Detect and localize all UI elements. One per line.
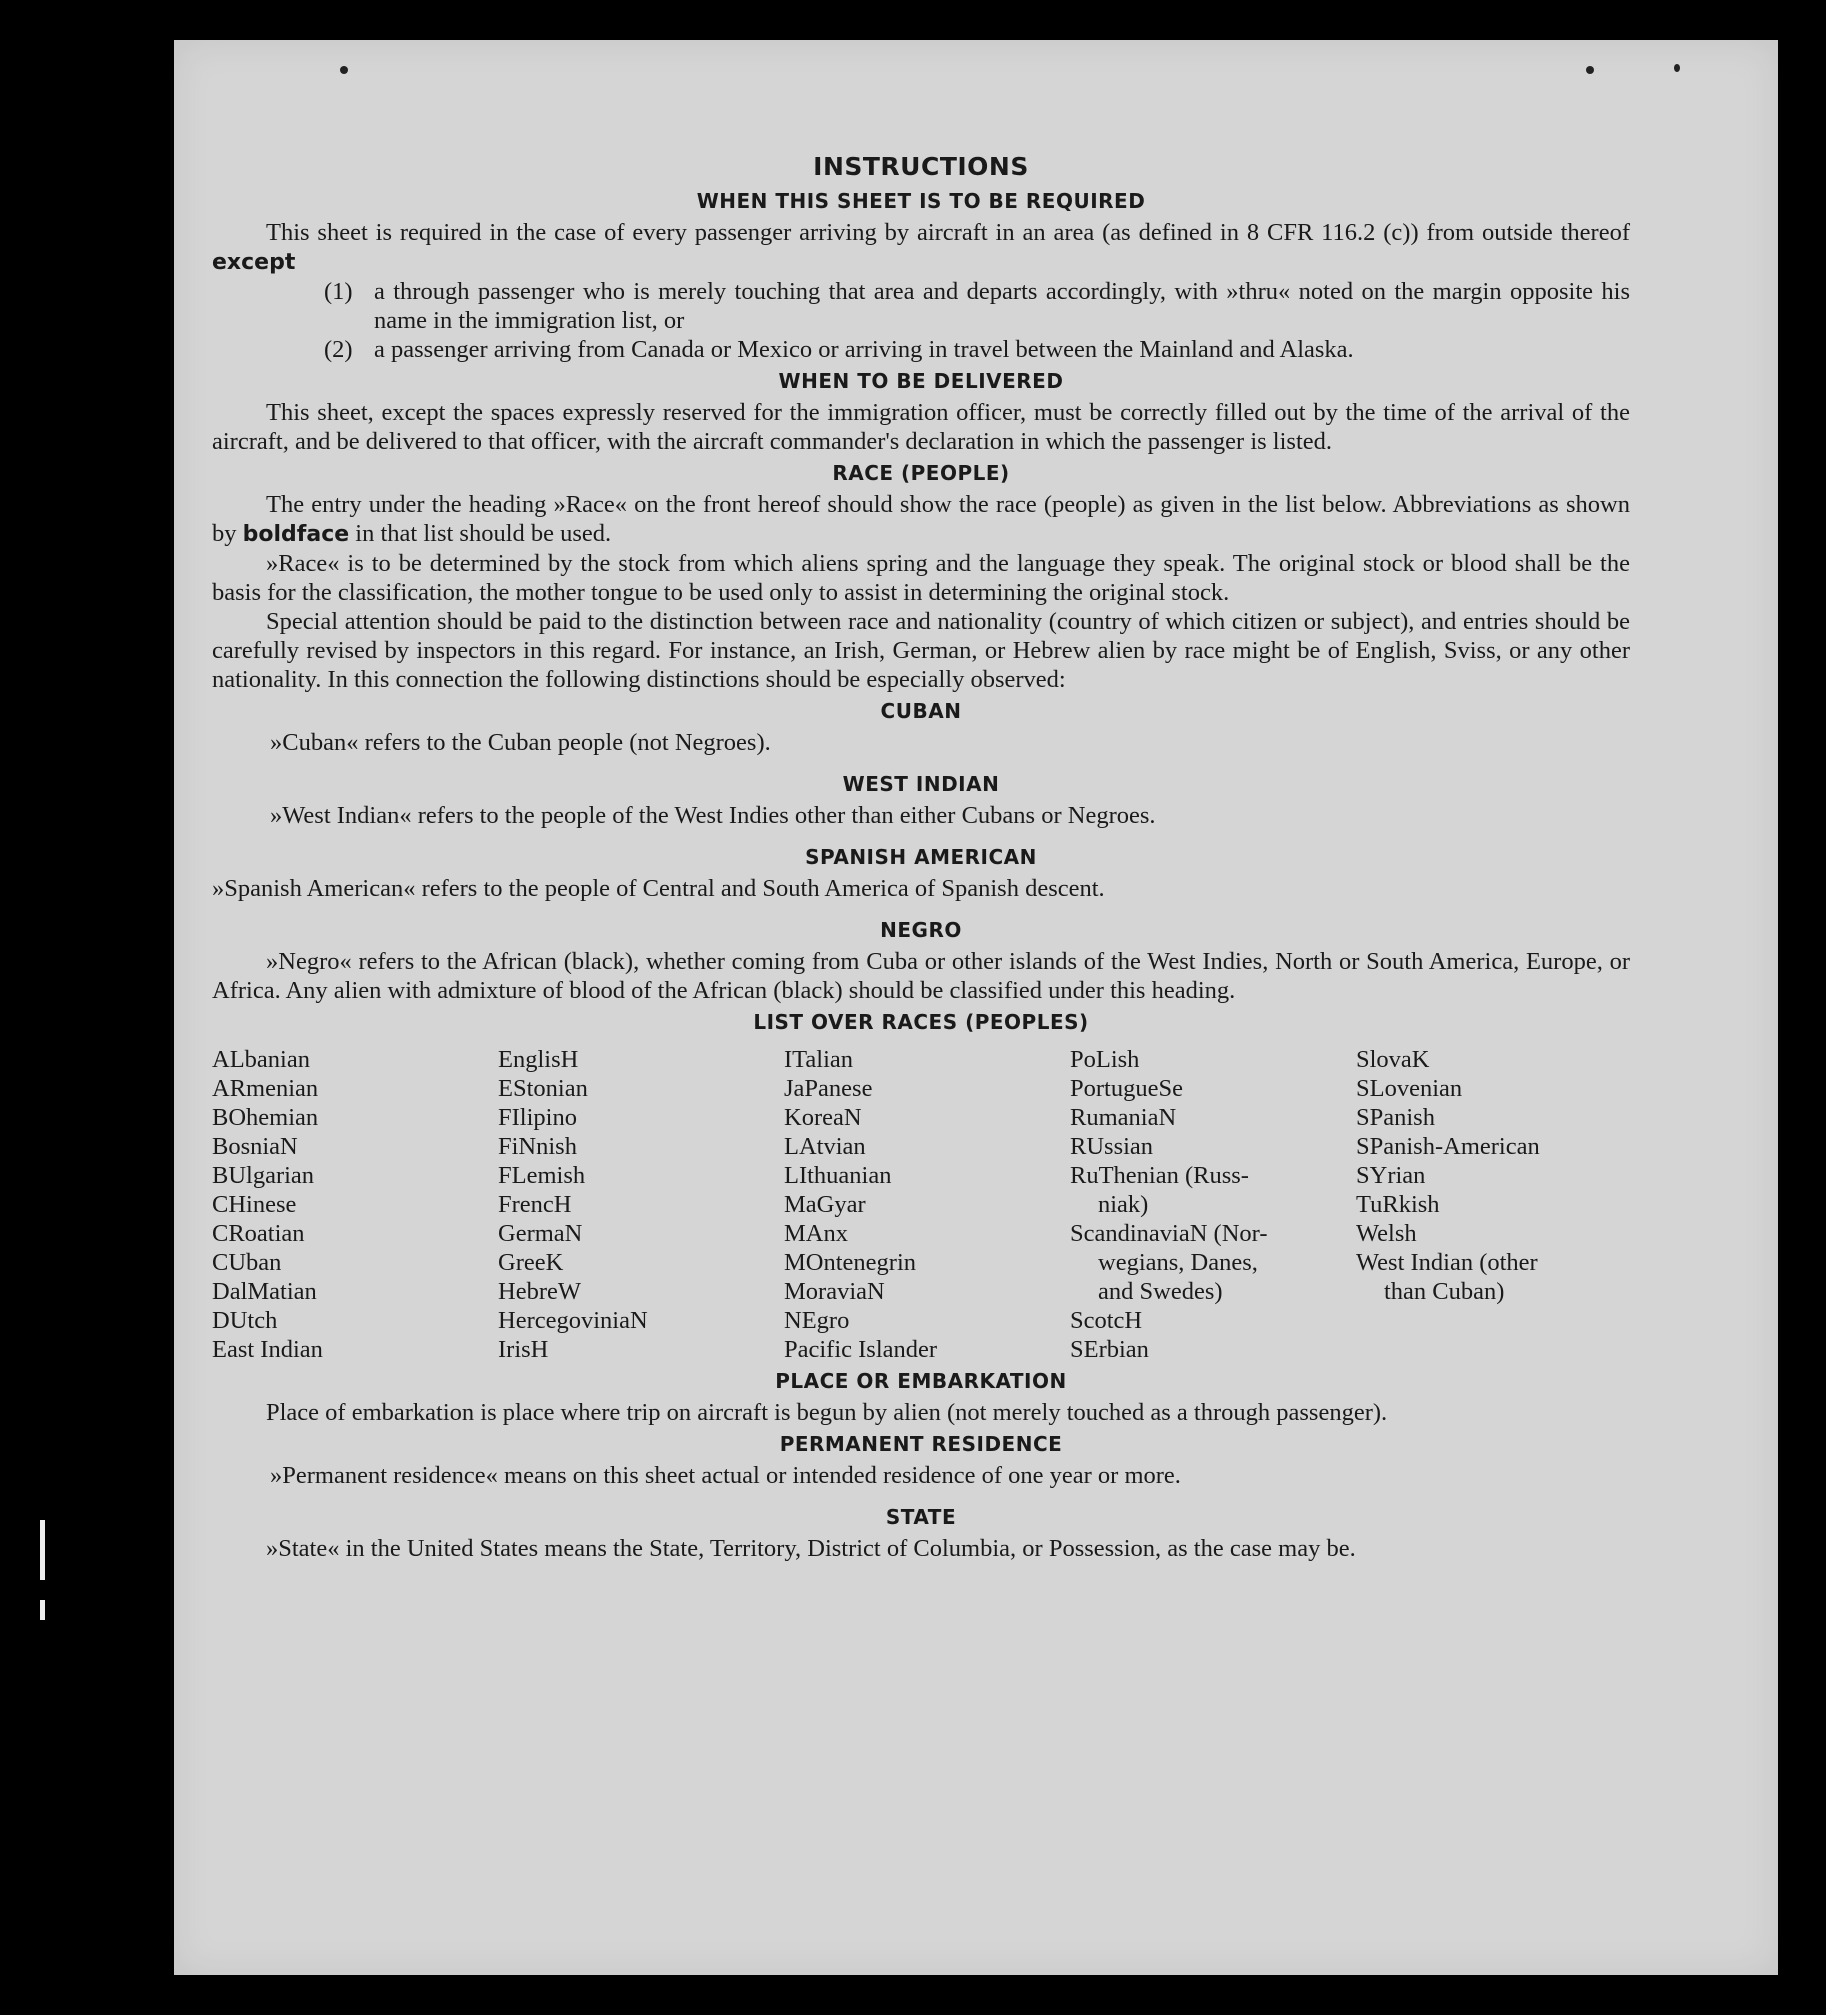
race-entry: West Indian (other (1356, 1249, 1538, 1276)
required-intro (212, 218, 1630, 277)
race-entry: MaGyar (784, 1191, 866, 1218)
race-entry: ITalian (784, 1046, 854, 1073)
section-heading-race: RACE (PEOPLE) (832, 461, 1010, 485)
section-heading-spanish-american: SPANISH AMERICAN (805, 845, 1037, 869)
race-entry: SlovaK (1356, 1046, 1430, 1073)
spanish-american-text: »Spanish American« refers to the people of Central and South America of Spanish descent. (212, 875, 1105, 902)
race-entry: DalMatian (212, 1278, 317, 1305)
races-column (212, 1045, 498, 1364)
race-p1-b: in that list should be used. (355, 520, 612, 547)
race-entry: BUlgarian (212, 1162, 315, 1189)
race-entry: SPanish-American (1356, 1133, 1540, 1160)
race-entry: MoraviaN (784, 1278, 885, 1305)
race-entry: CHinese (212, 1191, 297, 1218)
race-entry: FiNnish (498, 1133, 577, 1160)
race-entry: FIlipino (498, 1104, 577, 1131)
race-entry: GermaN (498, 1220, 583, 1247)
negro-text: »Negro« refers to the African (black), whether coming from Cuba or other islands of the West Indies, North or South America, Europe, or Africa. Any alien with admixture of blood of the African (black) should be classified under this heading. (212, 948, 1630, 1004)
delivered-text: This sheet, except the spaces expressly reserved for the immigration officer, must be correctly filled out by the time of the arrival of the aircraft, and be delivered to that officer, with the aircraft commander's declaration in which the passenger is listed. (212, 399, 1630, 455)
race-entry: ScotcH (1070, 1307, 1143, 1334)
list-item-number: (1) (324, 278, 353, 305)
race-entry: SErbian (1070, 1336, 1149, 1363)
scan-edge-mark (40, 1520, 45, 1580)
race-entry: niak) (1098, 1191, 1149, 1218)
list-item-number: (2) (324, 336, 353, 363)
embarkation-text: Place of embarkation is place where trip on aircraft is begun by alien (not merely touched as a through passenger). (266, 1399, 1388, 1426)
races-column (784, 1045, 1070, 1364)
punch-dot (1586, 66, 1594, 74)
residence-text: »Permanent residence« means on this sheet actual or intended residence of one year or more. (270, 1462, 1181, 1489)
race-entry: FLemish (498, 1162, 586, 1189)
race-entry: TuRkish (1356, 1191, 1440, 1218)
list-item (212, 277, 1630, 335)
race-entry: and Swedes) (1098, 1278, 1223, 1305)
section-heading-negro: NEGRO (880, 918, 962, 942)
races-list (212, 1045, 1630, 1364)
race-entry: ScandinaviaN (Nor- (1070, 1220, 1268, 1247)
race-entry: LIthuanian (784, 1162, 892, 1189)
race-entry: SLovenian (1356, 1075, 1463, 1102)
race-entry: RuThenian (Russ- (1070, 1162, 1249, 1189)
section-heading-required: WHEN THIS SHEET IS TO BE REQUIRED (696, 189, 1146, 213)
state-text: »State« in the United States means the State, Territory, District of Columbia, or Possession, as the case may be. (266, 1535, 1356, 1562)
section-heading-embarkation: PLACE OR EMBARKATION (775, 1369, 1067, 1393)
race-entry: ALbanian (212, 1046, 310, 1073)
section-heading-state: STATE (885, 1505, 957, 1529)
race-entry: HercegoviniaN (498, 1307, 648, 1334)
section-heading-cuban: CUBAN (880, 699, 962, 723)
races-column (1356, 1045, 1630, 1364)
race-entry: NEgro (784, 1307, 850, 1334)
race-entry: FrencH (498, 1191, 572, 1218)
race-entry: than Cuban) (1384, 1278, 1505, 1305)
scan-edge-mark-2 (40, 1600, 45, 1620)
required-intro-text: This sheet is required in the case of every passenger arriving by aircraft in an area (as defined in 8 CFR 116.2 (c)) from outside thereof (266, 219, 1630, 246)
section-heading-residence: PERMANENT RESIDENCE (779, 1432, 1063, 1456)
race-entry: KoreaN (784, 1104, 862, 1131)
race-entry: SPanish (1356, 1104, 1435, 1131)
section-heading-delivered: WHEN TO BE DELIVERED (778, 369, 1064, 393)
cuban-text: »Cuban« refers to the Cuban people (not Negroes). (270, 729, 771, 756)
race-entry: HebreW (498, 1278, 581, 1305)
race-entry: EnglisH (498, 1046, 579, 1073)
race-entry: MAnx (784, 1220, 848, 1247)
races-column (498, 1045, 784, 1364)
race-entry: Pacific Islander (784, 1336, 938, 1363)
race-entry: Welsh (1356, 1220, 1417, 1247)
race-entry: wegians, Danes, (1098, 1249, 1258, 1276)
race-p1-a: The entry under the heading »Race« on the front hereof should show the race (people) as given in the list below. Abbreviations as shown by (212, 491, 1630, 547)
list-item-text: a passenger arriving from Canada or Mexico or arriving in travel between the Mainland and Alaska. (374, 336, 1354, 363)
race-entry: RumaniaN (1070, 1104, 1177, 1131)
race-entry: RUssian (1070, 1133, 1154, 1160)
race-entry: BOhemian (212, 1104, 319, 1131)
race-entry: CRoatian (212, 1220, 305, 1247)
section-heading-west-indian: WEST INDIAN (842, 772, 1000, 796)
list-item-text: a through passenger who is merely touching that area and departs accordingly, with »thru« noted on the margin opposite his name in the immigration list, or (374, 278, 1630, 334)
race-entry: EStonian (498, 1075, 588, 1102)
west-indian-text: »West Indian« refers to the people of the West Indies other than either Cubans or Negroes. (270, 802, 1156, 829)
required-intro-bold: except (212, 250, 296, 275)
race-entry: SYrian (1356, 1162, 1426, 1189)
punch-dot (1674, 64, 1680, 72)
race-entry: ARmenian (212, 1075, 319, 1102)
race-entry: LAtvian (784, 1133, 866, 1160)
race-entry: IrisH (498, 1336, 549, 1363)
race-entry: DUtch (212, 1307, 278, 1334)
race-entry: BosniaN (212, 1133, 298, 1160)
race-entry: CUban (212, 1249, 282, 1276)
race-paragraph-3: Special attention should be paid to the distinction between race and nationality (country of which citizen or subject), and entries should be carefully revised by inspectors in this regard. For instance, an Irish, German, or Hebrew alien by race might be of English, Sviss, or any other nationality. In this connection the following distinctions should be especially observed: (212, 608, 1630, 693)
race-entry: PoLish (1070, 1046, 1140, 1073)
race-p1-bold: boldface (242, 522, 350, 547)
instructions-content (212, 150, 1630, 1563)
race-paragraph-2: »Race« is to be determined by the stock from which aliens spring and the language they speak. The original stock or blood shall be the basis for the classification, the mother tongue to be used only to assist in determining the original stock. (212, 550, 1630, 606)
punch-dot (340, 66, 348, 74)
race-entry: JaPanese (784, 1075, 873, 1102)
race-entry: PortugueSe (1070, 1075, 1183, 1102)
races-column (1070, 1045, 1356, 1364)
list-item (212, 335, 1630, 364)
section-heading-races-list: LIST OVER RACES (PEOPLES) (753, 1010, 1089, 1034)
race-entry: East Indian (212, 1336, 323, 1363)
page-title: INSTRUCTIONS (813, 152, 1029, 181)
race-paragraph-1 (212, 490, 1630, 549)
race-entry: GreeK (498, 1249, 564, 1276)
race-entry: MOntenegrin (784, 1249, 916, 1276)
